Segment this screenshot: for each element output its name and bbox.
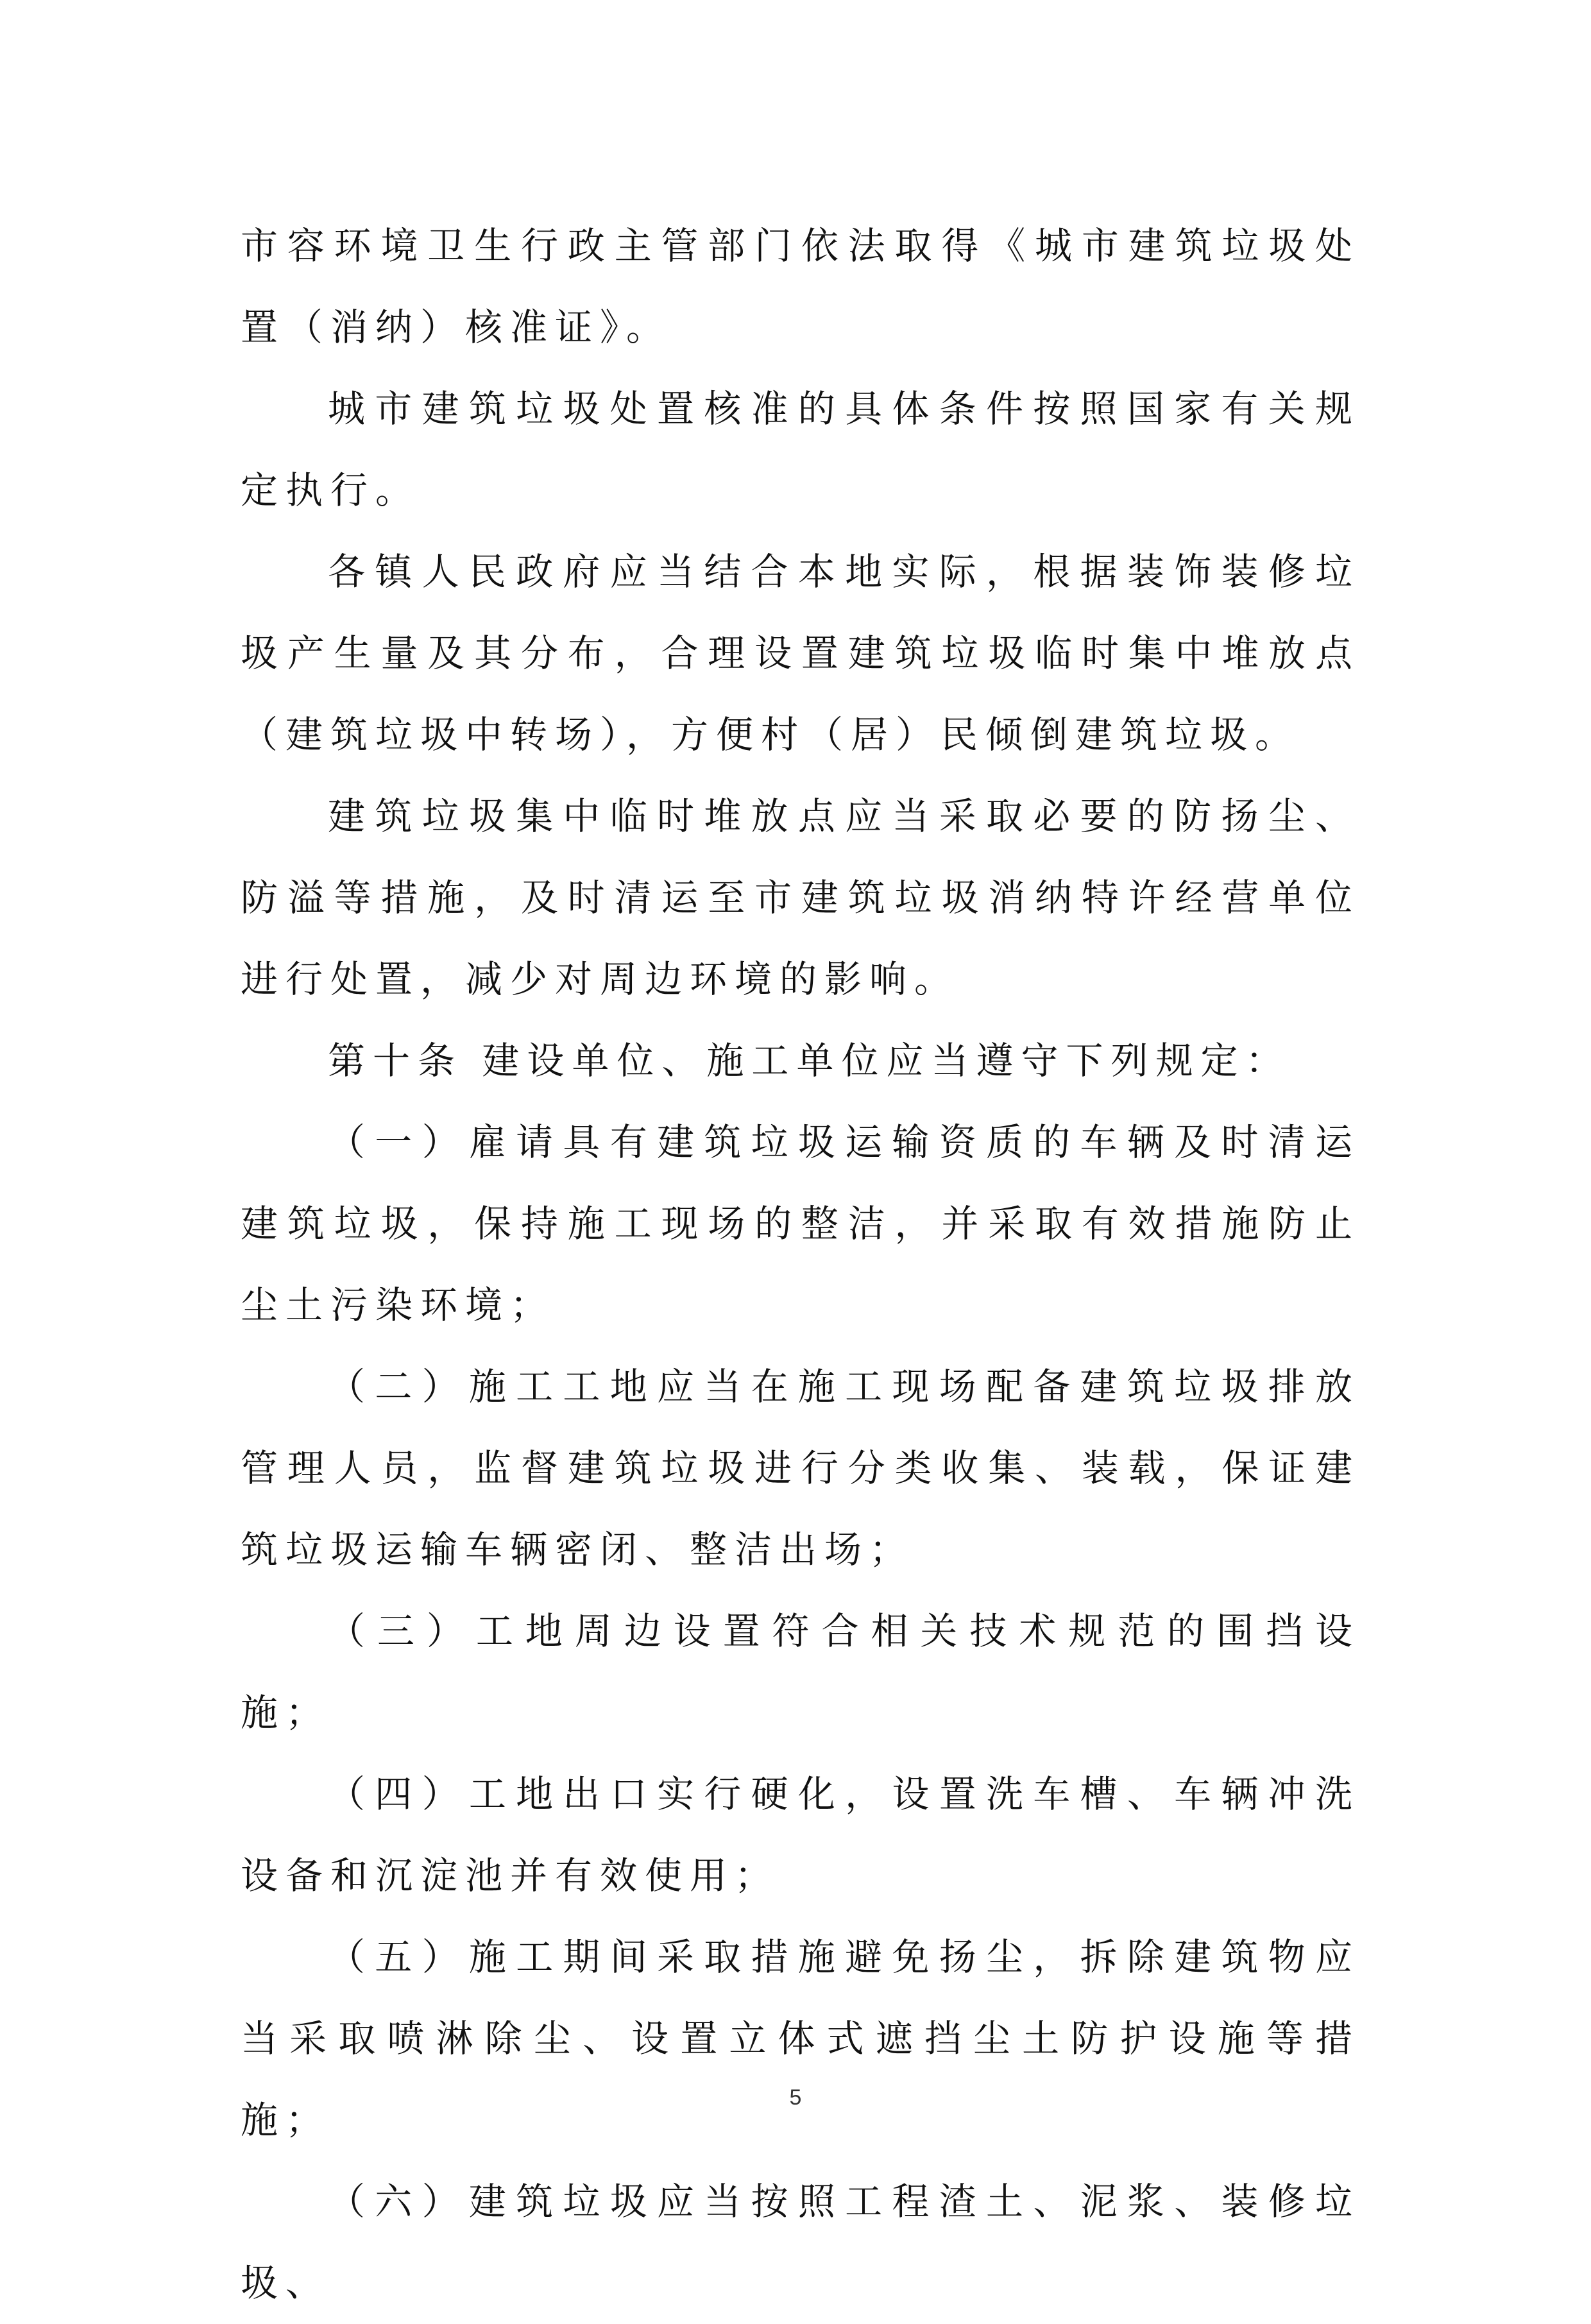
article-10-heading: 第十条 建设单位、施工单位应当遵守下列规定：	[328, 1039, 1291, 1082]
paragraph-2: 城市建筑垃圾处置核准的具体条件按照国家有关规定执行。	[241, 387, 1360, 512]
clause-1: （一）雇请具有建筑垃圾运输资质的车辆及时清运建筑垃圾，保持施工现场的整洁，并采取有效措施防止尘土污染环境；	[241, 1120, 1360, 1327]
paragraph-1: 市容环境卫生行政主管部门依法取得《城市建筑垃圾处置（消纳）核准证》。	[241, 224, 1360, 349]
clause-5: （五）施工期间采取措施避免扬尘，拆除建筑物应当采取喷淋除尘、设置立体式遮挡尘土防护设施等措施；	[241, 1935, 1360, 2142]
clause-3: （三）工地周边设置符合相关技术规范的围挡设施；	[241, 1609, 1360, 1734]
paragraph-4: 建筑垃圾集中临时堆放点应当采取必要的防扬尘、防溢等措施，及时清运至市建筑垃圾消纳特许经营单位进行处置，减少对周边环境的影响。	[241, 794, 1360, 1001]
clause-6: （六）建筑垃圾应当按照工程渣土、泥浆、装修垃圾、	[241, 2180, 1360, 2305]
clause-4: （四）工地出口实行硬化，设置洗车槽、车辆冲洗设备和沉淀池并有效使用；	[241, 1772, 1360, 1897]
clause-2: （二）施工工地应当在施工现场配备建筑垃圾排放管理人员，监督建筑垃圾进行分类收集、装载，保证建筑垃圾运输车辆密闭、整洁出场；	[241, 1365, 1360, 1571]
paragraph-3: 各镇人民政府应当结合本地实际，根据装饰装修垃圾产生量及其分布，合理设置建筑垃圾临时集中堆放点（建筑垃圾中转场），方便村（居）民倾倒建筑垃圾。	[241, 550, 1360, 756]
page-number: 5	[789, 2085, 802, 2110]
body-text	[241, 205, 1360, 2324]
